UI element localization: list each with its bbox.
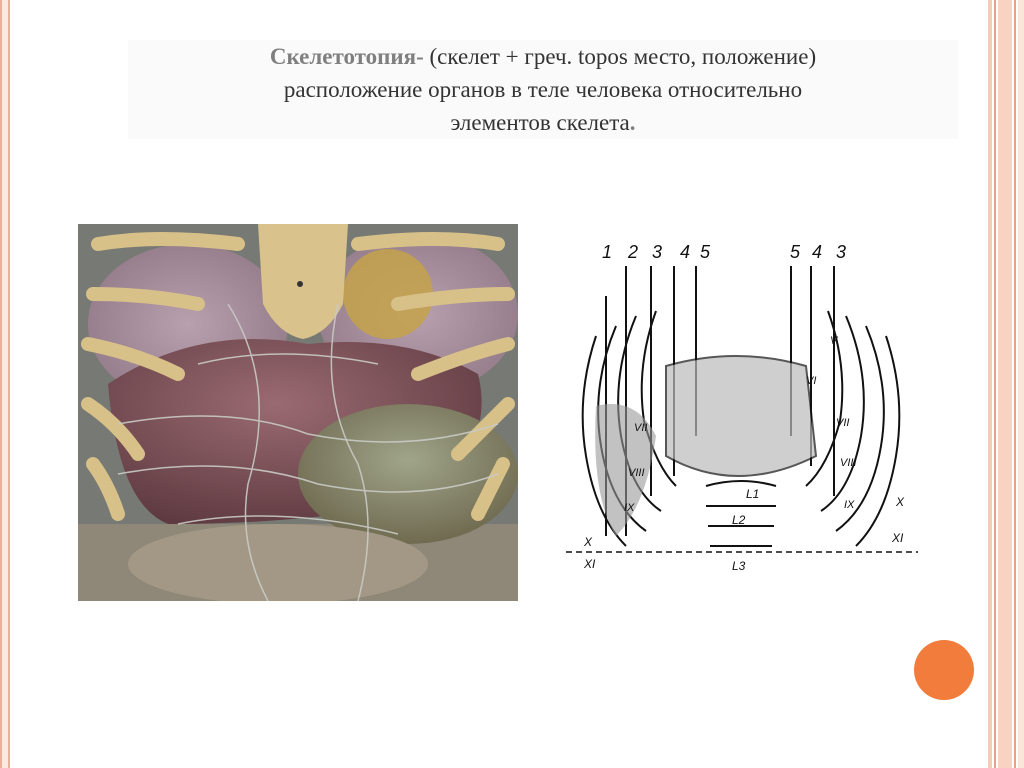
- decorative-orange-dot: [914, 640, 974, 700]
- diagram-label-right-5: 5: [790, 242, 801, 262]
- slide-title: [128, 40, 958, 139]
- diagram-label-right-4: 4: [812, 242, 823, 262]
- diagram-rib-right-V: V: [830, 335, 838, 347]
- diagram-rib-right-VI: VI: [806, 375, 817, 387]
- diagram-label-left-4: 4: [680, 242, 691, 262]
- term-label: Скелетотопия-: [269, 44, 424, 69]
- diagram-rib-right-IX: IX: [844, 499, 855, 511]
- slide-left-border: [0, 0, 10, 768]
- diagram-rib-left-VIII: VIII: [628, 467, 645, 479]
- anatomy-3d-image: [78, 224, 518, 601]
- diagram-rib-left-XI: XI: [584, 557, 596, 571]
- diagram-rib-left-VII: VII: [634, 422, 648, 434]
- diagram-label-left-3: 3: [652, 242, 663, 262]
- diagram-label-left-5: 5: [700, 242, 711, 262]
- slide-right-border: [988, 0, 1024, 768]
- diagram-rib-right-VIII: VIII: [840, 457, 857, 469]
- skeletotopy-diagram: [566, 236, 918, 576]
- diagram-rib-left-X: X: [584, 535, 593, 549]
- diagram-vertebra-L3: L3: [732, 559, 746, 573]
- diagram-rib-right-X: X: [896, 495, 905, 509]
- diagram-rib-right-XI: XI: [892, 531, 904, 545]
- diagram-label-right-3: 3: [836, 242, 847, 262]
- diagram-label-left-1: 1: [602, 242, 613, 262]
- title-line-2: расположение органов в теле человека относительно: [283, 77, 803, 102]
- term-etymology: (скелет + греч. topos место, положение): [423, 44, 817, 69]
- definition-end: элементов скелета: [450, 110, 630, 135]
- diagram-rib-left-IX: IX: [624, 502, 635, 514]
- end-mark: .: [629, 110, 636, 135]
- diagram-rib-right-VII: VII: [836, 417, 850, 429]
- diagram-vertebra-L1: L1: [746, 487, 760, 501]
- title-line-1: [128, 40, 958, 73]
- diagram-vertebra-L2: L2: [732, 513, 746, 527]
- title-line-3: [128, 106, 958, 139]
- diagram-label-left-2: 2: [628, 242, 639, 262]
